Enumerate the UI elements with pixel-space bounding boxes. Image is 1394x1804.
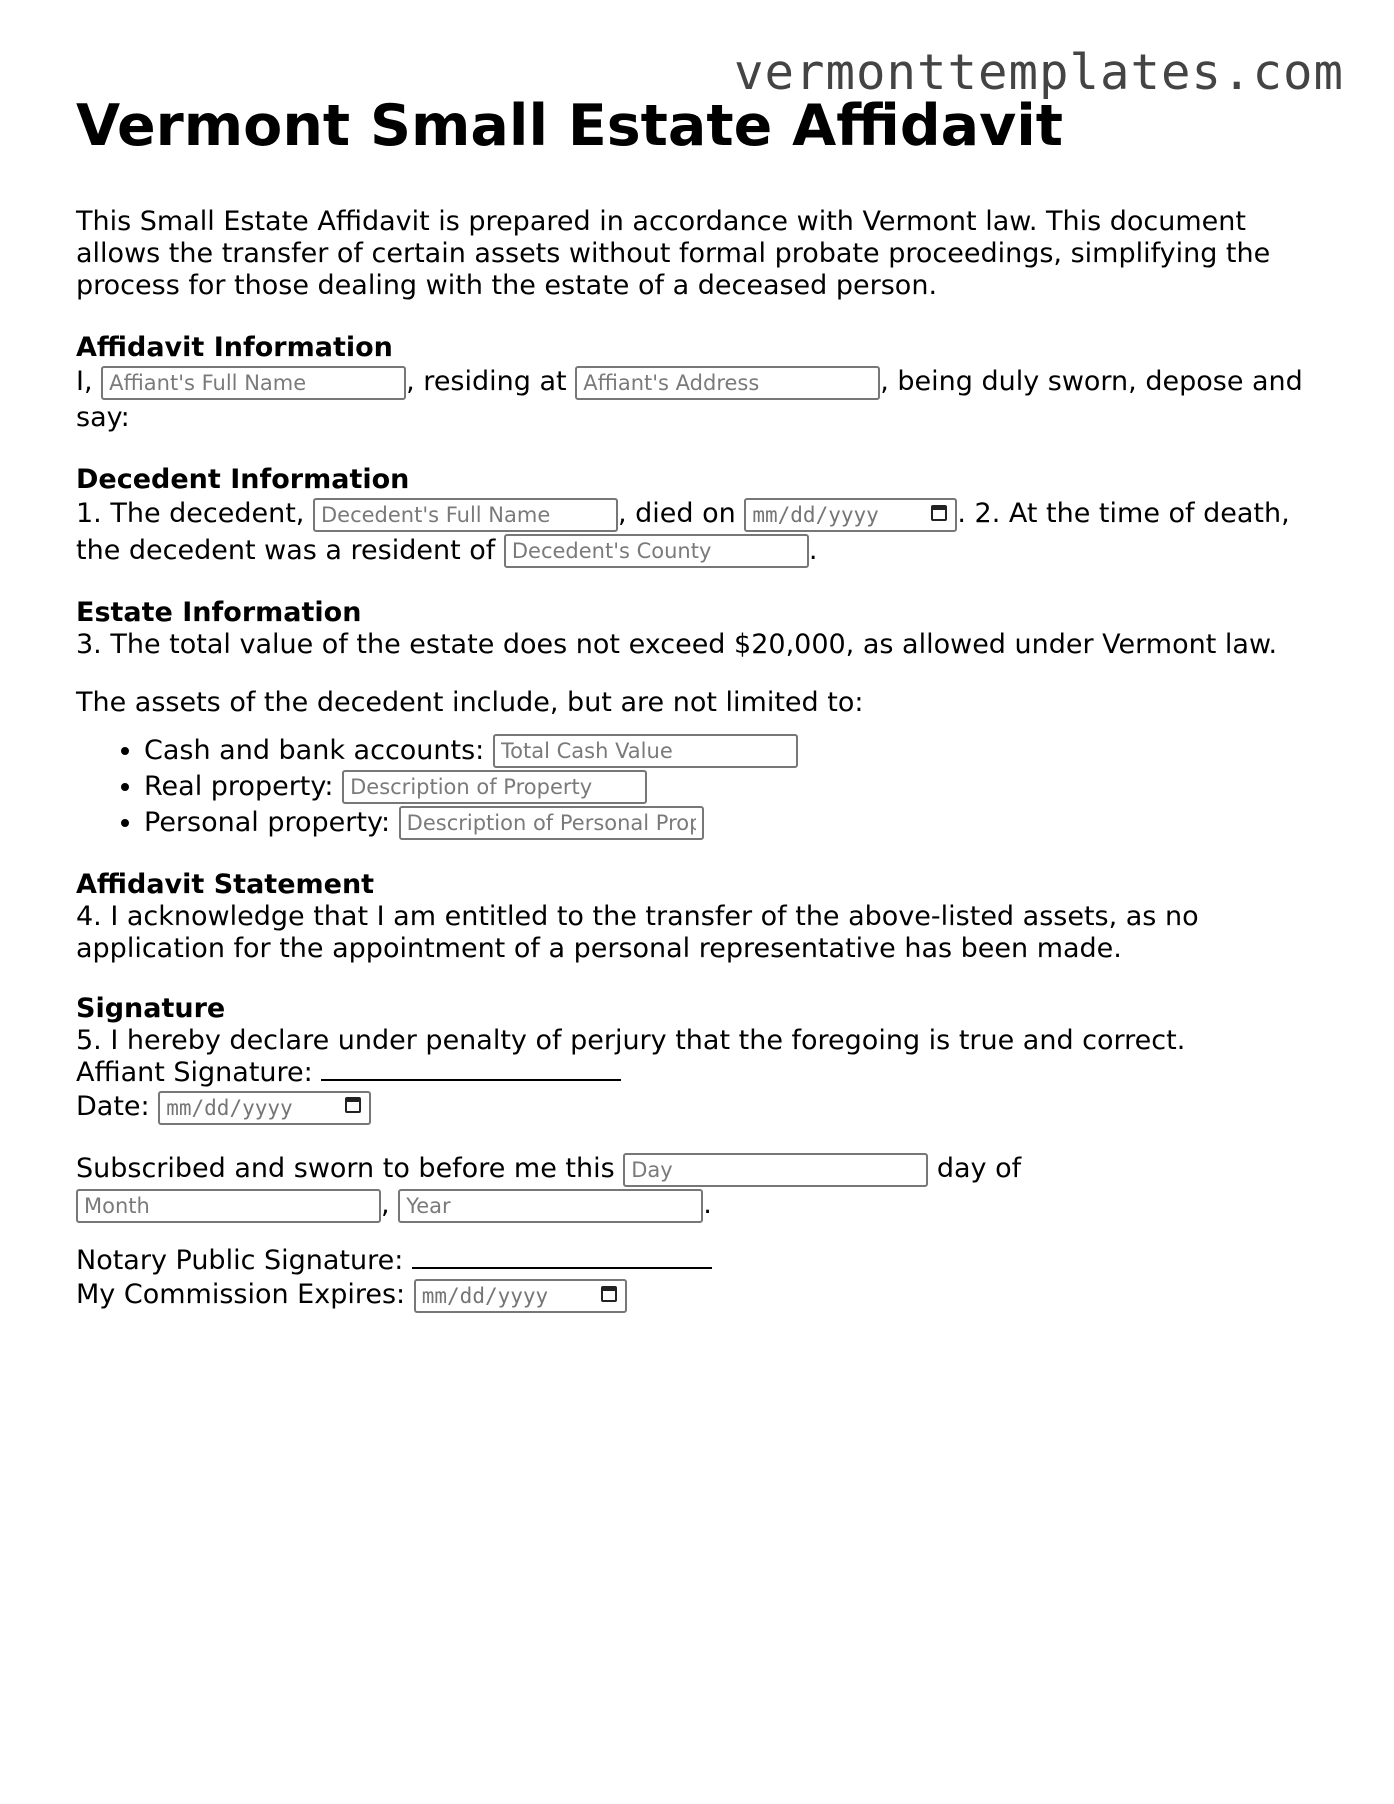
notary-signature-blank[interactable]: [412, 1245, 712, 1269]
month-input[interactable]: [76, 1189, 381, 1223]
resident-text: . 2. At the time of death, the decedent was a resident of: [76, 498, 1290, 566]
estate-value-statement: 3. The total value of the estate does not exceed $20,000, as allowed under Vermont law.: [76, 628, 1278, 660]
residing-text: , residing at: [406, 366, 567, 398]
list-item: [144, 805, 1326, 841]
year-input[interactable]: [398, 1189, 703, 1223]
real-property-input[interactable]: [342, 770, 647, 804]
real-property-label: Real property:: [144, 770, 334, 802]
died-on-text: , died on: [617, 498, 736, 530]
signature-date-wrapper: [158, 1089, 371, 1125]
comma-text: ,: [381, 1189, 390, 1221]
commission-expires-line: [76, 1277, 1326, 1314]
affiant-signature-blank[interactable]: [321, 1057, 621, 1081]
sworn-prefix-text: Subscribed and sworn to before me this: [76, 1153, 615, 1185]
affidavit-statement-heading: Affidavit Statement: [76, 868, 375, 900]
estate-information-heading: Estate Information: [76, 596, 362, 628]
assets-list: [76, 733, 1326, 841]
affiant-signature-label: Affiant Signature:: [76, 1056, 313, 1088]
commission-date-input[interactable]: [414, 1279, 627, 1313]
notary-signature-line: [76, 1245, 1326, 1277]
affidavit-information-heading: Affidavit Information: [76, 332, 393, 364]
death-date-wrapper: [744, 497, 957, 533]
signature-heading: Signature: [76, 992, 226, 1024]
decedent-name-input[interactable]: [313, 498, 618, 532]
decedent-prefix-text: 1. The decedent,: [76, 498, 305, 530]
personal-property-input[interactable]: [399, 806, 704, 840]
signature-date-input[interactable]: [158, 1091, 371, 1125]
perjury-declaration: 5. I hereby declare under penalty of perjury that the foregoing is true and correct.: [76, 1024, 1186, 1056]
commission-expires-label: My Commission Expires:: [76, 1279, 406, 1311]
signature-date-label: Date:: [76, 1090, 150, 1122]
commission-date-wrapper: [414, 1278, 627, 1314]
death-date-input[interactable]: [744, 498, 957, 532]
intro-paragraph: This Small Estate Affidavit is prepared in accordance with Vermont law. This document allows the transfer of certain assets without formal probate proceedings, simplifying the process for those dealing with the estate of a deceased person.: [76, 206, 1271, 302]
decedent-end-text: .: [808, 534, 818, 566]
affiant-prefix-text: I,: [76, 366, 93, 398]
affiant-name-input[interactable]: [101, 366, 406, 400]
decedent-information-heading: Decedent Information: [76, 464, 410, 496]
decedent-county-input[interactable]: [504, 534, 809, 568]
affidavit-document: [76, 92, 1326, 1314]
affidavit-statement-text: 4. I acknowledge that I am entitled to the transfer of the above-listed assets, as no application for the appointment of a personal representative has been made.: [76, 900, 1199, 964]
day-of-text: day of: [936, 1153, 1022, 1185]
depose-text: , being duly sworn, depose and say:: [76, 366, 1303, 434]
notary-signature-label: Notary Public Signature:: [76, 1245, 404, 1277]
signature-date-line: [76, 1089, 1326, 1126]
list-item: [144, 733, 1326, 769]
assets-intro-text: The assets of the decedent include, but are not limited to:: [76, 686, 864, 718]
cash-label: Cash and bank accounts:: [144, 734, 485, 766]
affiant-address-input[interactable]: [575, 366, 880, 400]
cash-value-input[interactable]: [493, 734, 798, 768]
affiant-signature-line: [76, 1057, 1326, 1089]
affidavit-information-line: [76, 364, 1326, 436]
day-input[interactable]: [623, 1153, 928, 1187]
decedent-information-line: [76, 496, 1326, 569]
list-item: [144, 769, 1326, 805]
sworn-line: [76, 1151, 1326, 1223]
page-title: Vermont Small Estate Affidavit: [76, 93, 1064, 159]
personal-property-label: Personal property:: [144, 806, 391, 838]
sworn-end-text: .: [703, 1189, 712, 1221]
site-watermark: vermonttemplates.com: [733, 44, 1344, 101]
